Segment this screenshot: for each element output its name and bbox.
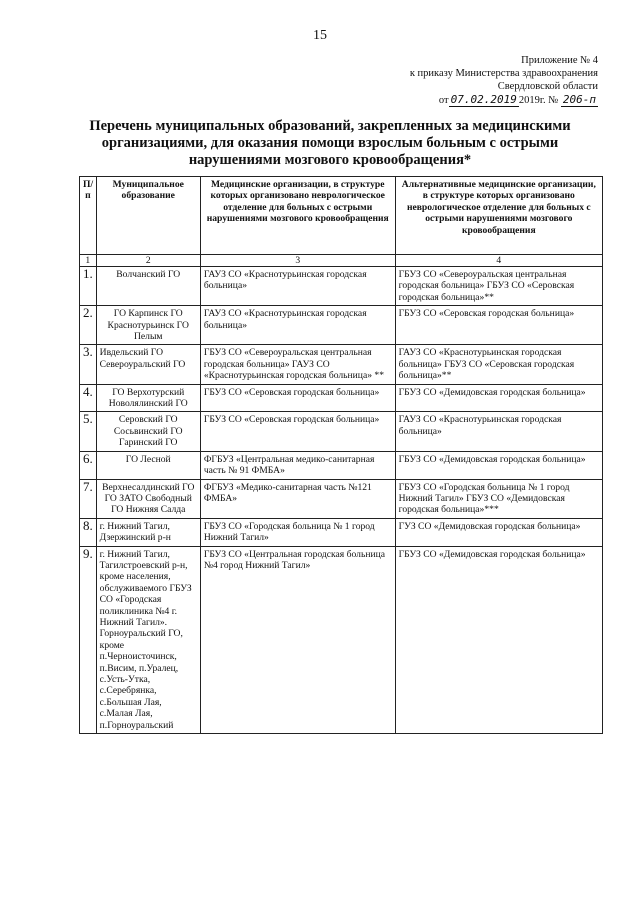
col-number-3: 3 [200,255,395,267]
table-row [80,546,603,734]
medical-org-cell: ГБУЗ СО «Центральная городская больница №4 город Нижний Тагил» [200,546,395,734]
alt-medical-org-cell: ГУЗ СО «Демидовская городская больница» [395,518,602,546]
alt-medical-org-cell: ГБУЗ СО «Североуральская центральная городская больница» ГБУЗ СО «Серовская городская больница»** [395,267,602,306]
table-row [80,267,603,306]
header-municipality: Муниципальное образование [96,177,200,255]
header-number: П/ п [80,177,97,255]
table-row [80,412,603,451]
table-row [80,306,603,345]
alt-medical-org-cell: ГБУЗ СО «Демидовская городская больница» [395,384,602,412]
alt-medical-org-cell: ГАУЗ СО «Краснотурьинская городская больница» ГБУЗ СО «Серовская городская больница»** [395,345,602,384]
alt-medical-org-cell: ГБУЗ СО «Демидовская городская больница» [395,451,602,479]
column-number-row [80,255,603,267]
alt-medical-org-cell: ГБУЗ СО «Демидовская городская больница» [395,546,602,734]
table-row [80,451,603,479]
row-number: 9. [80,546,97,734]
medical-org-cell: ГАУЗ СО «Краснотурьинская городская больница» [200,267,395,306]
date-prefix: от [438,95,449,106]
row-number: 3. [80,345,97,384]
assignment-table [79,176,603,734]
year-part: 2019г. № [518,95,559,106]
col-number-1: 1 [80,255,97,267]
medical-org-cell: ГБУЗ СО «Североуральская центральная городская больница» ГАУЗ СО «Краснотурьинская городская больница» ** [200,345,395,384]
document-title: Перечень муниципальных образований, закрепленных за медицинскими организациями, для оказания помощи взрослым больным с острыми нарушениями мозгового кровообращения* [89,118,571,168]
row-number: 6. [80,451,97,479]
col-number-2: 2 [96,255,200,267]
municipality-cell: г. Нижний Тагил, Тагилстроевский р-н, кроме населения, обслуживаемого ГБУЗ СО «Городская поликлиника №4 г. Нижний Тагил». Горноуральский ГО, кроме п.Черноисточинск, п.Висим, п.Уралец, с.Усть-Утка, с.Серебрянка, с.Большая Лая, с.Малая Лая, п.Горноуральский [96,546,200,734]
municipality-cell: Верхнесалдинский ГО ГО ЗАТО Свободный ГО Нижняя Салда [96,479,200,518]
municipality-cell: Ивдельский ГО Североуральский ГО [96,345,200,384]
municipality-cell: Волчанский ГО [96,267,200,306]
row-number: 8. [80,518,97,546]
row-number: 1. [80,267,97,306]
alt-medical-org-cell: ГБУЗ СО «Серовская городская больница» [395,306,602,345]
medical-org-cell: ГБУЗ СО «Серовская городская больница» [200,412,395,451]
municipality-cell: ГО Верхотурский Новолялинский ГО [96,384,200,412]
table-row [80,518,603,546]
page-number: 15 [313,28,327,43]
municipality-cell: ГО Карпинск ГО Краснотурьинск ГО Пелым [96,306,200,345]
appendix-line-3: Свердловской области [497,81,598,92]
medical-org-cell: ФГБУЗ «Центральная медико-санитарная часть № 91 ФМБА» [200,451,395,479]
medical-org-cell: ГАУЗ СО «Краснотурьинская городская больница» [200,306,395,345]
row-number: 2. [80,306,97,345]
header-alt-medical-org: Альтернативные медицинские организации, в структуре которых организовано неврологическое отделение для больных с острыми нарушениями мозгового кровообращения [395,177,602,255]
table-header-row [80,177,603,255]
medical-org-cell: ФГБУЗ «Медико-санитарная часть №121 ФМБА» [200,479,395,518]
row-number: 5. [80,412,97,451]
table-row [80,384,603,412]
appendix-line-2: к приказу Министерства здравоохранения [409,68,598,79]
medical-org-cell: ГБУЗ СО «Городская больница № 1 город Нижний Тагил» [200,518,395,546]
header-medical-org: Медицинские организации, в структуре которых организовано неврологическое отделение для больных с острыми нарушениями мозгового кровообращения [200,177,395,255]
appendix-line-1: Приложение № 4 [521,55,598,66]
handwritten-order-number: 206-п [562,93,596,106]
municipality-cell: Серовский ГО Сосьвинский ГО Гаринский ГО [96,412,200,451]
alt-medical-org-cell: ГАУЗ СО «Краснотурьинская городская больница» [395,412,602,451]
municipality-cell: ГО Лесной [96,451,200,479]
col-number-4: 4 [395,255,602,267]
appendix-header [338,54,598,107]
handwritten-date: 07.02.2019 [450,93,517,106]
row-number: 7. [80,479,97,518]
table-row [80,345,603,384]
alt-medical-org-cell: ГБУЗ СО «Городская больница № 1 город Нижний Тагил» ГБУЗ СО «Демидовская городская больница»*** [395,479,602,518]
medical-org-cell: ГБУЗ СО «Серовская городская больница» [200,384,395,412]
row-number: 4. [80,384,97,412]
municipality-cell: г. Нижний Тагил, Дзержинский р-н [96,518,200,546]
table-row [80,479,603,518]
appendix-date-line [338,93,598,107]
